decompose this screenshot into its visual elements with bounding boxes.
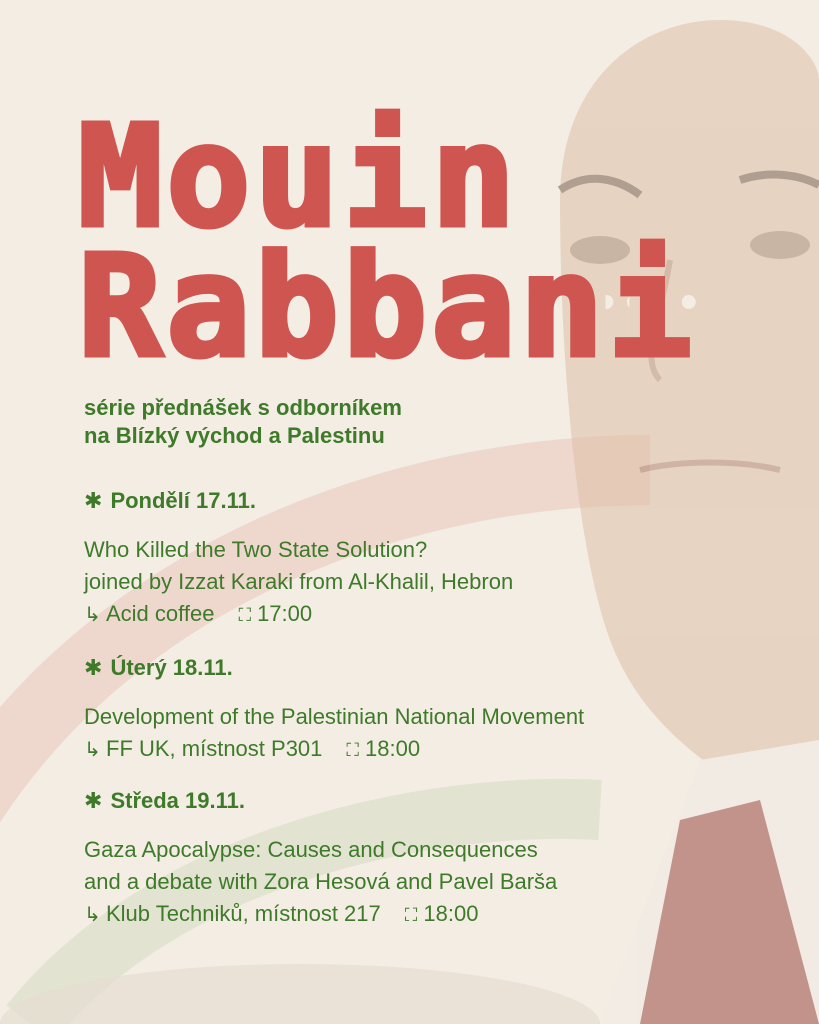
speaker-name-first: Mouin — [78, 96, 520, 259]
arrow-return-icon: ↳ — [84, 604, 101, 626]
event-date-heading — [84, 788, 557, 814]
event-date-heading — [84, 655, 584, 681]
arrow-return-icon: ↳ — [84, 904, 101, 926]
event-title: Development of the Palestinian National Movement — [84, 704, 585, 729]
event-date: Středa 19.11. — [110, 788, 245, 813]
speaker-name-last: Rabbani — [78, 226, 697, 389]
event-1 — [84, 488, 513, 631]
arrow-return-icon: ↳ — [84, 739, 101, 761]
clock-bracket-icon: ⛶ — [346, 740, 360, 760]
event-date: Úterý 18.11. — [110, 655, 233, 680]
event-subtitle: joined by Izzat Karaki from Al-Khalil, Hebron — [84, 569, 514, 594]
event-2 — [84, 655, 584, 766]
event-3 — [84, 788, 557, 931]
event-meta — [84, 898, 557, 931]
event-time: 17:00 — [257, 601, 313, 626]
event-time: 18:00 — [423, 901, 479, 926]
event-date-heading — [84, 488, 513, 514]
event-time: 18:00 — [365, 736, 421, 761]
asterisk-icon: ✱ — [84, 788, 103, 813]
clock-bracket-icon: ⛶ — [404, 905, 418, 925]
event-place: Acid coffee — [106, 601, 215, 626]
asterisk-icon: ✱ — [84, 488, 103, 513]
event-place: Klub Techniků, místnost 217 — [106, 901, 381, 926]
clock-bracket-icon: ⛶ — [238, 605, 252, 625]
event-date: Pondělí 17.11. — [110, 488, 256, 513]
event-subtitle: and a debate with Zora Hesová and Pavel Barša — [84, 869, 558, 894]
subtitle-line-1: série přednášek s odborníkem — [84, 395, 402, 420]
event-title: Gaza Apocalypse: Causes and Consequences — [84, 837, 538, 862]
event-place: FF UK, místnost P301 — [106, 736, 323, 761]
event-meta — [84, 598, 513, 631]
subtitle-line-2: na Blízký východ a Palestinu — [84, 423, 385, 448]
series-subtitle — [84, 394, 402, 450]
event-title: Who Killed the Two State Solution? — [84, 537, 428, 562]
asterisk-icon: ✱ — [84, 655, 103, 680]
event-meta — [84, 733, 584, 766]
